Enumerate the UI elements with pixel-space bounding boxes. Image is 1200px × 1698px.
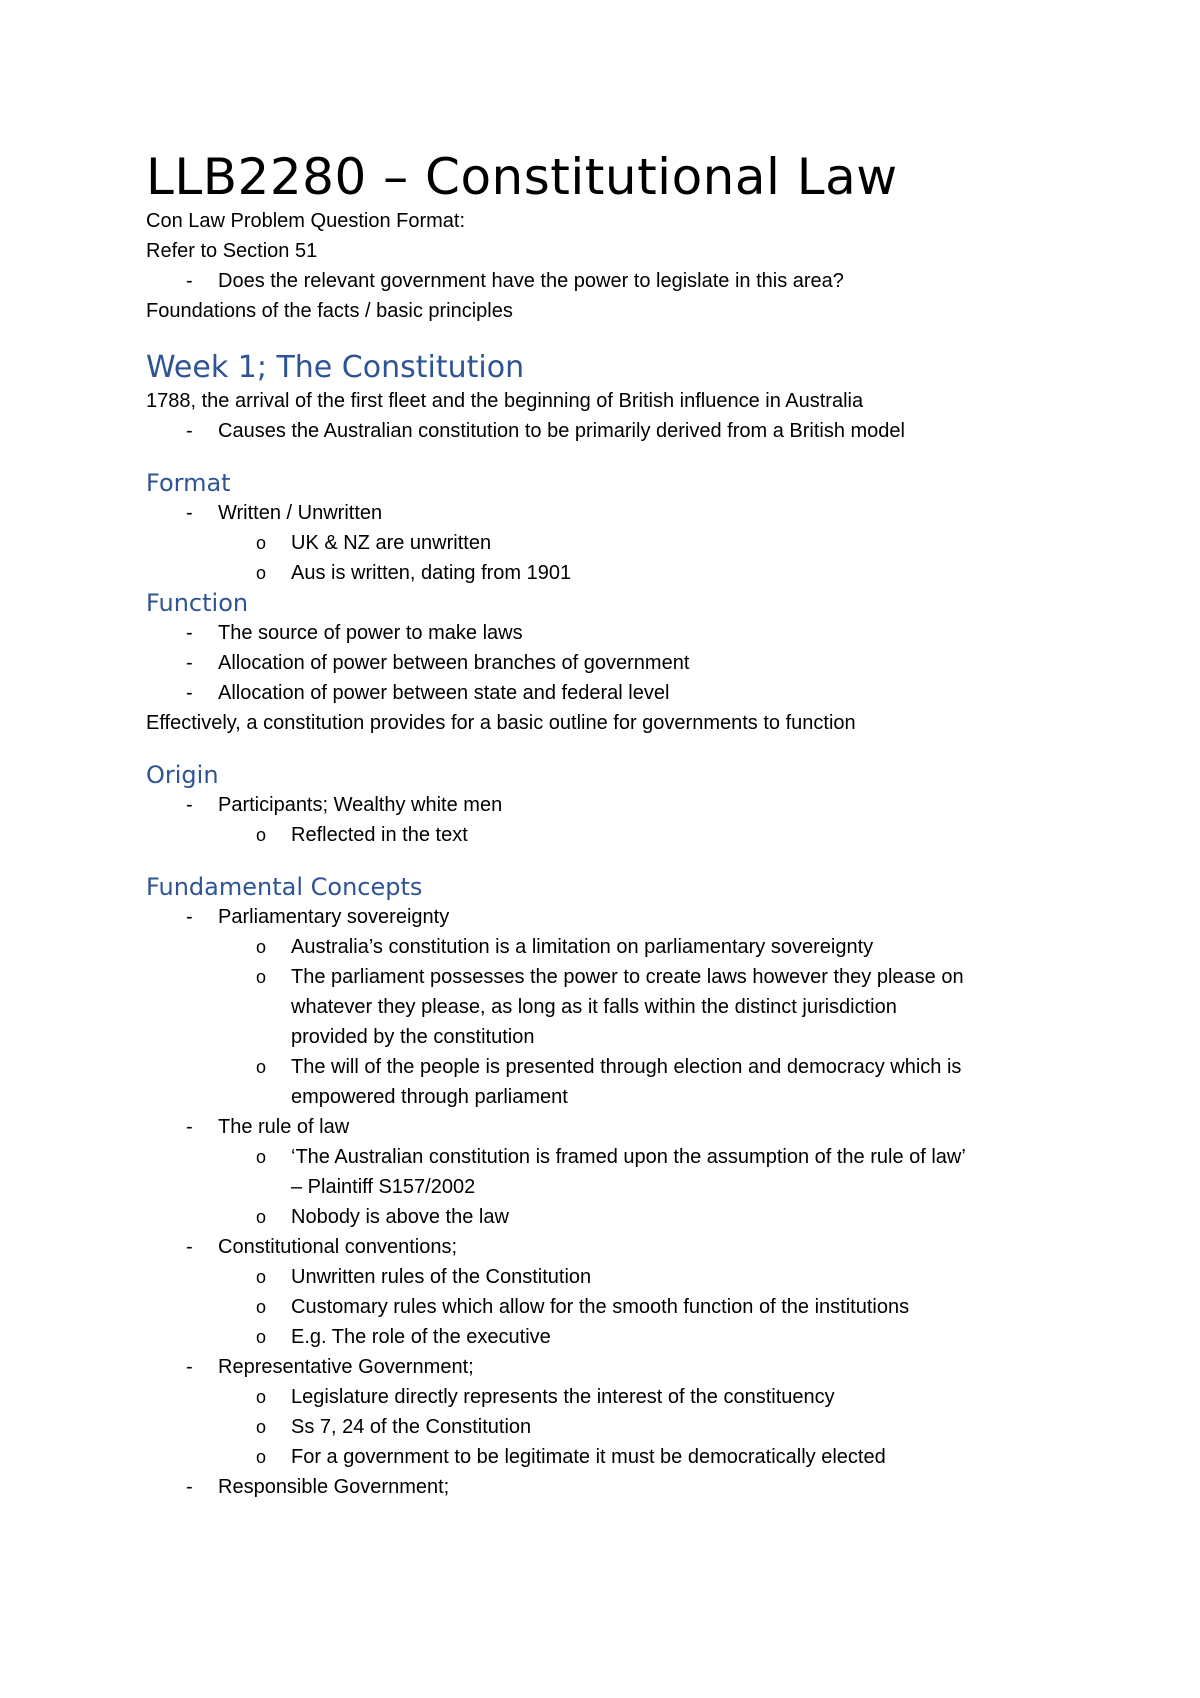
bullet-item bbox=[146, 1352, 1106, 1382]
dash-marker: - bbox=[186, 270, 193, 292]
sub-bullet-item bbox=[146, 528, 1106, 558]
sub-bullet-item bbox=[146, 1322, 1106, 1352]
sub-bullet-item bbox=[146, 1382, 1106, 1412]
circle-marker: o bbox=[256, 1447, 267, 1467]
dash-marker: - bbox=[186, 652, 193, 674]
bullet-item bbox=[146, 1232, 1106, 1262]
sub-bullet-text: The will of the people is presented through election and democracy which is bbox=[291, 1056, 962, 1078]
bullet-item bbox=[146, 1112, 1106, 1142]
bullet-text: Representative Government; bbox=[218, 1356, 474, 1378]
sub-bullet-text: UK & NZ are unwritten bbox=[291, 532, 492, 554]
dash-marker: - bbox=[186, 420, 193, 442]
sub-bullet-text: Australia’s constitution is a limitation on parliamentary sovereignty bbox=[291, 936, 874, 958]
bullet-text: Parliamentary sovereignty bbox=[218, 906, 450, 928]
sub-bullet-text: E.g. The role of the executive bbox=[291, 1326, 551, 1348]
bullet-text: Responsible Government; bbox=[218, 1476, 450, 1498]
dash-marker: - bbox=[186, 1476, 193, 1498]
circle-marker: o bbox=[256, 1267, 267, 1287]
intro-line: Foundations of the facts / basic principles bbox=[146, 300, 513, 322]
sub-bullet-text: Ss 7, 24 of the Constitution bbox=[291, 1416, 532, 1438]
bullet-item bbox=[146, 618, 1106, 648]
bullet-text: Allocation of power between branches of government bbox=[218, 652, 690, 674]
bullet-text: Constitutional conventions; bbox=[218, 1236, 458, 1258]
bullet-item bbox=[146, 416, 1106, 446]
sub-bullet-item bbox=[146, 1202, 1106, 1232]
sub-bullet-item bbox=[146, 1142, 1106, 1202]
sub-bullet-text: Aus is written, dating from 1901 bbox=[291, 562, 572, 584]
circle-marker: o bbox=[256, 1297, 267, 1317]
dash-marker: - bbox=[186, 1356, 193, 1378]
sub-bullet-text: ‘The Australian constitution is framed upon the assumption of the rule of law’ bbox=[291, 1146, 966, 1168]
circle-marker: o bbox=[256, 1417, 267, 1437]
paragraph-line: 1788, the arrival of the first fleet and the beginning of British influence in Australia bbox=[146, 390, 864, 412]
circle-marker: o bbox=[256, 1327, 267, 1347]
dash-marker: - bbox=[186, 794, 193, 816]
bullet-text: Does the relevant government have the power to legislate in this area? bbox=[218, 270, 844, 292]
bullet-item bbox=[146, 902, 1106, 932]
sub-bullet-item bbox=[146, 1052, 1106, 1112]
bullet-text: The rule of law bbox=[218, 1116, 350, 1138]
sub-bullet-item bbox=[146, 1412, 1106, 1442]
sub-bullet-text: empowered through parliament bbox=[291, 1086, 568, 1108]
circle-marker: o bbox=[256, 967, 267, 987]
intro-line: Refer to Section 51 bbox=[146, 240, 318, 262]
bullet-text: Participants; Wealthy white men bbox=[218, 794, 503, 816]
bullet-item bbox=[146, 1472, 1106, 1502]
dash-marker: - bbox=[186, 502, 193, 524]
sub-bullet-text: Legislature directly represents the interest of the constituency bbox=[291, 1386, 835, 1408]
circle-marker: o bbox=[256, 1147, 267, 1167]
circle-marker: o bbox=[256, 1387, 267, 1407]
sub-bullet-item bbox=[146, 558, 1106, 588]
sub-bullet-text: whatever they please, as long as it falls within the distinct jurisdiction bbox=[291, 996, 897, 1018]
bullet-item bbox=[146, 678, 1106, 708]
bullet-item bbox=[146, 498, 1106, 528]
intro-line: Con Law Problem Question Format: bbox=[146, 210, 466, 232]
subheading-fundamental-concepts: Fundamental Concepts bbox=[146, 873, 423, 901]
bullet-text: Causes the Australian constitution to be primarily derived from a British model bbox=[218, 420, 905, 442]
dash-marker: - bbox=[186, 682, 193, 704]
sub-bullet-text: The parliament possesses the power to create laws however they please on bbox=[291, 966, 964, 988]
document-title: LLB2280 – Constitutional Law bbox=[146, 148, 898, 206]
paragraph-line: Effectively, a constitution provides for a basic outline for governments to function bbox=[146, 712, 856, 734]
dash-marker: - bbox=[186, 622, 193, 644]
sub-bullet-item bbox=[146, 1292, 1106, 1322]
sub-bullet-text: Nobody is above the law bbox=[291, 1206, 509, 1228]
sub-bullet-item bbox=[146, 1262, 1106, 1292]
document-content bbox=[146, 148, 1106, 1502]
bullet-text: Written / Unwritten bbox=[218, 502, 383, 524]
circle-marker: o bbox=[256, 1207, 267, 1227]
dash-marker: - bbox=[186, 1116, 193, 1138]
bullet-item bbox=[146, 790, 1106, 820]
bullet-item bbox=[146, 266, 1106, 296]
dash-marker: - bbox=[186, 906, 193, 928]
circle-marker: o bbox=[256, 533, 267, 553]
circle-marker: o bbox=[256, 937, 267, 957]
sub-bullet-text: Reflected in the text bbox=[291, 824, 468, 846]
bullet-text: The source of power to make laws bbox=[218, 622, 523, 644]
subheading-function: Function bbox=[146, 589, 249, 617]
bullet-text: Allocation of power between state and federal level bbox=[218, 682, 670, 704]
sub-bullet-text: Unwritten rules of the Constitution bbox=[291, 1266, 592, 1288]
subheading-format: Format bbox=[146, 469, 231, 497]
subheading-origin: Origin bbox=[146, 761, 219, 789]
circle-marker: o bbox=[256, 825, 267, 845]
sub-bullet-item bbox=[146, 932, 1106, 962]
sub-bullet-text: – Plaintiff S157/2002 bbox=[291, 1176, 476, 1198]
circle-marker: o bbox=[256, 1057, 267, 1077]
bullet-item bbox=[146, 648, 1106, 678]
dash-marker: - bbox=[186, 1236, 193, 1258]
circle-marker: o bbox=[256, 563, 267, 583]
sub-bullet-item bbox=[146, 1442, 1106, 1472]
sub-bullet-text: Customary rules which allow for the smooth function of the institutions bbox=[291, 1296, 910, 1318]
sub-bullet-item bbox=[146, 820, 1106, 850]
sub-bullet-item bbox=[146, 962, 1106, 1052]
sub-bullet-text: provided by the constitution bbox=[291, 1026, 535, 1048]
section-heading-week1: Week 1; The Constitution bbox=[146, 350, 525, 385]
sub-bullet-text: For a government to be legitimate it must be democratically elected bbox=[291, 1446, 886, 1468]
